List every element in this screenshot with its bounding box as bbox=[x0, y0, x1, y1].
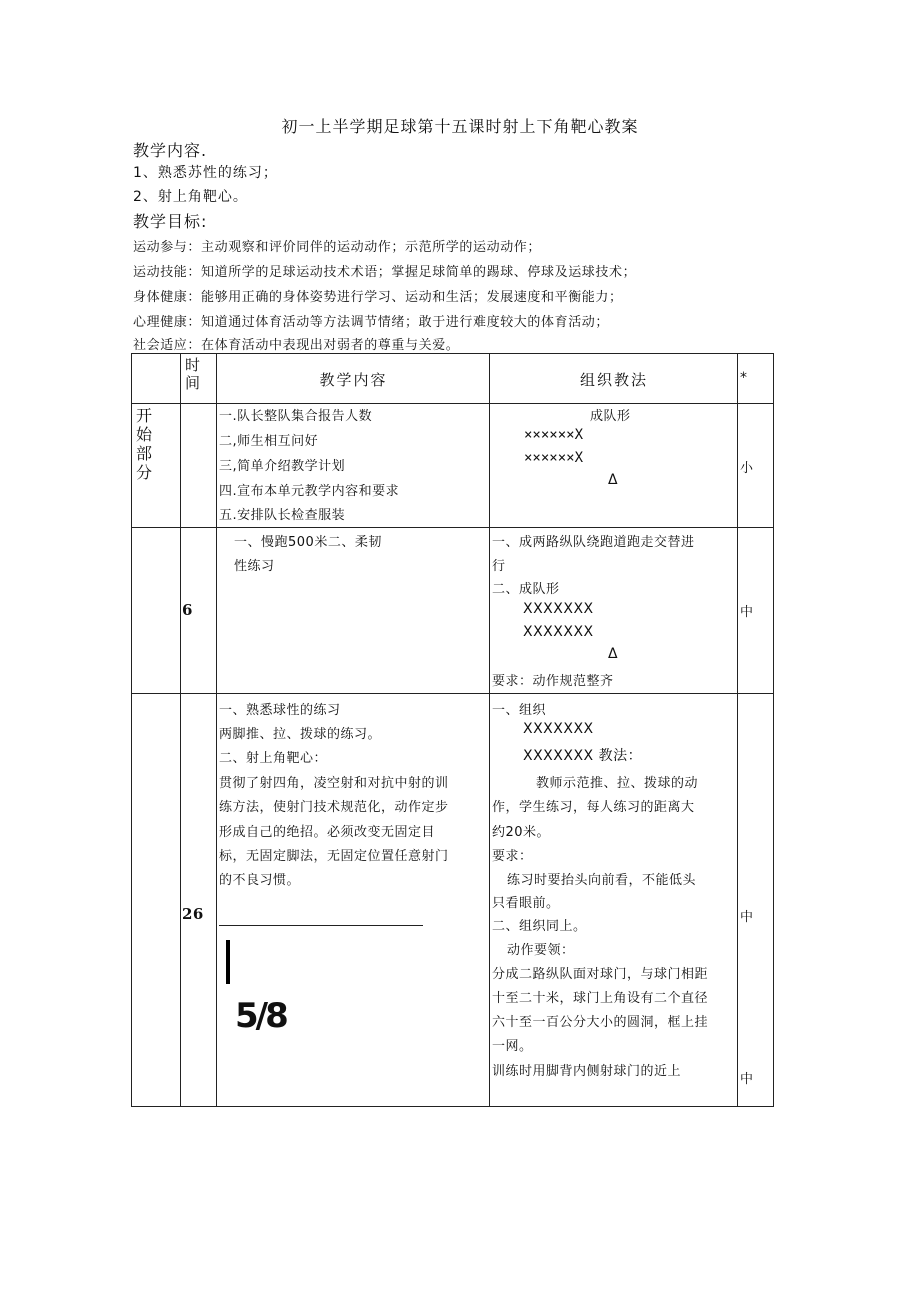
content-line: 二、射上角靶心： bbox=[219, 751, 328, 766]
table-row bbox=[132, 694, 774, 1107]
page-mark: 5/8 bbox=[235, 996, 286, 1036]
time-value: 6 bbox=[182, 601, 193, 619]
vertical-bar-mark bbox=[226, 940, 230, 984]
method-line: 教师示范推、拉、拨球的动 bbox=[536, 776, 699, 791]
method-line: 分成二路纵队面对球门，与球门相距 bbox=[492, 967, 709, 982]
formation-row: XXXXXXX bbox=[523, 721, 594, 737]
content-cell bbox=[217, 694, 490, 1107]
formation-row: ××××××X bbox=[524, 427, 584, 443]
content-line: 五.安排队长检查服装 bbox=[219, 508, 346, 523]
method-line: 训练时用脚背内侧射球门的近上 bbox=[492, 1064, 682, 1079]
content-cell bbox=[217, 528, 490, 694]
formation-row: ××××××X bbox=[524, 450, 584, 466]
header-time: 时间 bbox=[185, 356, 201, 392]
table-row bbox=[132, 404, 774, 528]
table-row bbox=[132, 528, 774, 694]
intensity-value: 中 bbox=[740, 910, 754, 925]
method-line: 二、组织同上。 bbox=[492, 919, 587, 934]
method-line: 练习时要抬头向前看，不能低头 bbox=[507, 873, 697, 888]
content-line: 一.队长整队集合报告人数 bbox=[219, 409, 373, 424]
method-cell bbox=[490, 694, 738, 1107]
content-line: 两脚推、拉、拨球的练习。 bbox=[219, 727, 382, 742]
method-line: 作，学生练习，每人练习的距离大 bbox=[492, 800, 695, 815]
method-line: 动作要领： bbox=[507, 943, 575, 958]
content-line: 一、熟悉球性的练习 bbox=[219, 703, 341, 718]
content-line: 一、慢跑500米二、柔韧 bbox=[234, 535, 382, 550]
intensity-value: 中 bbox=[740, 1072, 754, 1087]
header-method: 组织教法 bbox=[579, 371, 648, 389]
goal-mental: 心理健康：知道通过体育活动等方法调节情绪；敢于进行难度较大的体育活动； bbox=[133, 315, 610, 330]
stage-cell bbox=[132, 404, 181, 528]
content-item-1: 1、熟悉苏性的练习； bbox=[133, 165, 278, 181]
header-intensity: * bbox=[740, 370, 748, 386]
stage-label: 开始部分 bbox=[136, 406, 153, 482]
header-content: 教学内容 bbox=[319, 371, 388, 389]
content-line: 三,简单介绍教学计划 bbox=[219, 459, 346, 474]
method-requirement: 要求：动作规范整齐 bbox=[492, 674, 614, 689]
header-content-cell bbox=[217, 354, 490, 404]
header-intensity-cell bbox=[738, 354, 774, 404]
method-line: 一网。 bbox=[492, 1039, 533, 1054]
intensity-cell bbox=[738, 528, 774, 694]
method-line: 一、成两路纵队绕跑道跑走交替进 bbox=[492, 535, 695, 550]
method-cell bbox=[490, 404, 738, 528]
teacher-position: Δ bbox=[608, 646, 619, 662]
page-title: 初一上半学期足球第十五课时射上下角靶心教案 bbox=[281, 117, 639, 136]
content-cell bbox=[217, 404, 490, 528]
content-line: 贯彻了射四角，凌空射和对抗中射的训 bbox=[219, 776, 449, 791]
content-heading: 教学内容. bbox=[133, 141, 208, 160]
formation-row: XXXXXXX bbox=[523, 601, 594, 617]
table-header-row bbox=[132, 354, 774, 404]
header-method-cell bbox=[490, 354, 738, 404]
method-line: 行 bbox=[492, 559, 506, 574]
time-cell bbox=[181, 528, 217, 694]
method-line: 只看眼前。 bbox=[492, 896, 560, 911]
teacher-position: Δ bbox=[608, 472, 619, 488]
formation-row: XXXXXXX bbox=[523, 624, 594, 640]
time-cell bbox=[181, 404, 217, 528]
content-line: 四.宣布本单元教学内容和要求 bbox=[219, 484, 400, 499]
lesson-table bbox=[131, 353, 774, 1107]
method-line: 一、组织 bbox=[492, 703, 547, 718]
content-line: 的不良习惯。 bbox=[219, 873, 301, 888]
header-stage-cell bbox=[132, 354, 181, 404]
goals-heading: 教学目标: bbox=[133, 212, 208, 231]
goal-health: 身体健康：能够用正确的身体姿势进行学习、运动和生活；发展速度和平衡能力； bbox=[133, 290, 623, 305]
intensity-cell bbox=[738, 404, 774, 528]
method-line: 六十至一百公分大小的圆洞，框上挂 bbox=[492, 1015, 709, 1030]
goal-social: 社会适应：在体育活动中表现出对弱者的尊重与关爱。 bbox=[133, 338, 460, 353]
method-line: 成队形 bbox=[590, 409, 631, 424]
method-line: 二、成队形 bbox=[492, 582, 560, 597]
intensity-value: 小 bbox=[740, 461, 754, 476]
content-line: 练方法，使射门技术规范化，动作定步 bbox=[219, 800, 449, 815]
stage-cell bbox=[132, 694, 181, 1107]
content-line: 标，无固定脚法，无固定位置任意射门 bbox=[219, 849, 449, 864]
underline-rule bbox=[219, 925, 423, 926]
content-item-2: 2、射上角靶心。 bbox=[133, 189, 248, 205]
intensity-value: 中 bbox=[740, 605, 754, 620]
formation-row: XXXXXXX 教法： bbox=[523, 748, 643, 764]
method-line: 十至二十米，球门上角设有二个直径 bbox=[492, 991, 709, 1006]
goal-participation: 运动参与：主动观察和评价同伴的运动动作；示范所学的运动动作； bbox=[133, 240, 542, 255]
content-line: 形成自己的绝招。必须改变无固定目 bbox=[219, 825, 436, 840]
stage-cell bbox=[132, 528, 181, 694]
method-cell bbox=[490, 528, 738, 694]
content-line: 性练习 bbox=[234, 559, 275, 574]
goal-skills: 运动技能：知道所学的足球运动技术术语；掌握足球简单的踢球、停球及运球技术； bbox=[133, 265, 637, 280]
time-value: 26 bbox=[182, 905, 204, 923]
method-line: 要求： bbox=[492, 849, 533, 864]
time-cell bbox=[181, 694, 217, 1107]
header-time-cell bbox=[181, 354, 217, 404]
intensity-cell bbox=[738, 694, 774, 1107]
content-line: 二,师生相互问好 bbox=[219, 434, 319, 449]
method-line: 约20米。 bbox=[492, 825, 551, 840]
